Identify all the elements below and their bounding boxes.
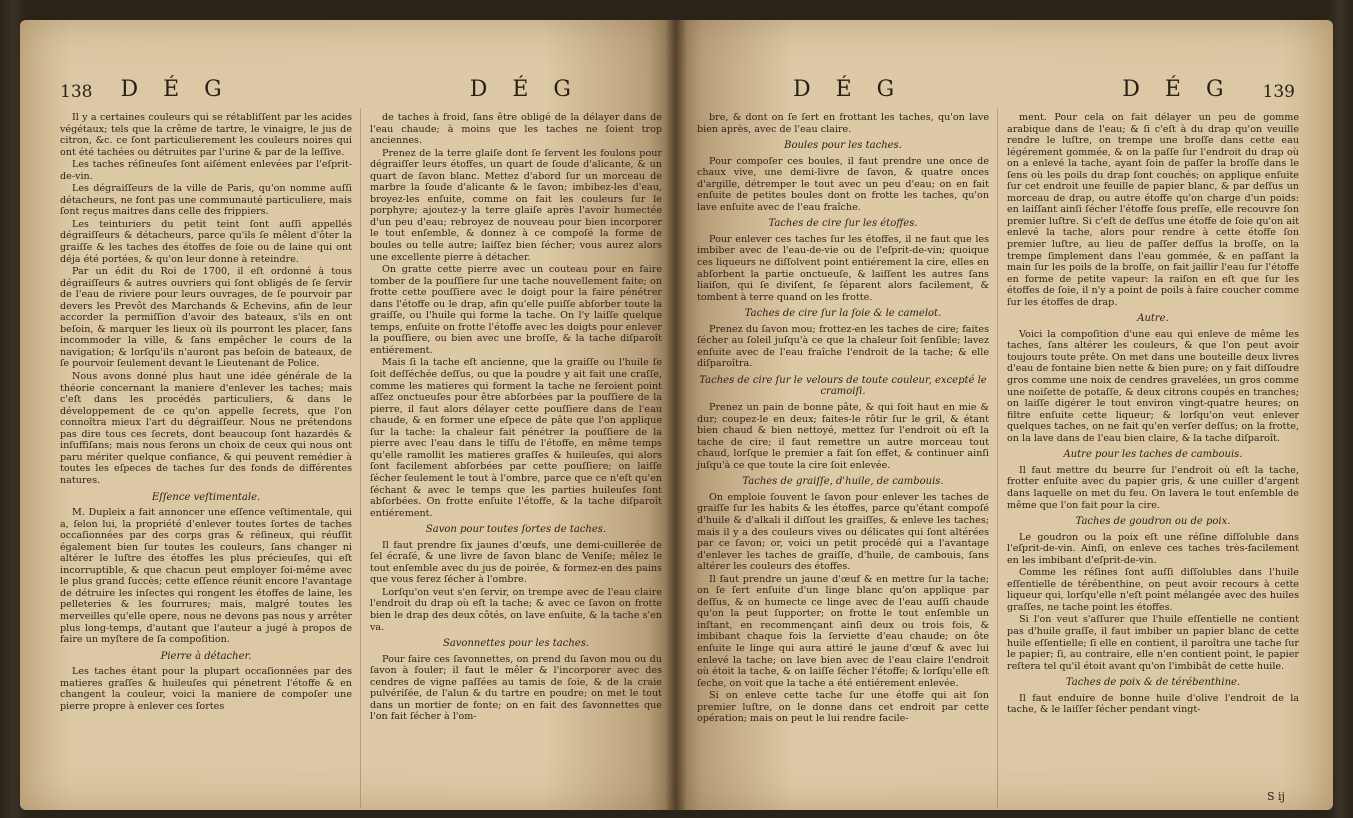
section-heading: Autre. bbox=[1137, 313, 1169, 325]
section-heading: Autre pour les taches de cambouis. bbox=[1063, 449, 1243, 461]
paragraph: Comme les réſines ſont auſſi diſſolubles dans l'huile eſſentielle de térébenthine, on peut avoir recours à cette liqueur qui, lorſqu'elle n'eſt point mélangée avec des huiles graſſes, ne tache point les étoffes. bbox=[1007, 567, 1299, 613]
paragraph: Les taches étant pour la plupart occaſionnées par des matieres graſſes & huileuſes qui pénetrent l'étoffe & en changent la couleur, voici la maniere de compoſer une pierre propre à enlever ces ſortes bbox=[60, 666, 352, 712]
paragraph: bre, & dont on ſe ſert en frottant les taches, qu'on lave bien après, avec de l'eau claire. bbox=[697, 112, 989, 135]
section-heading: Taches de graiſſe, d'huile, de cambouis. bbox=[742, 476, 944, 488]
section-heading: Taches de cire ſur le velours de toute couleur, excepté le cramoiſi. bbox=[699, 374, 987, 398]
left-running-head-2: D É G bbox=[469, 77, 580, 102]
paragraph: Les dégraiſſeurs de la ville de Paris, qu'on nomme auſſi détacheurs, ne font pas une communauté particuliere, mais ſont reçus maitres dans celle des frippiers. bbox=[60, 183, 352, 218]
paragraph: Par un édit du Roi de 1700, il eſt ordonné à tous dégraiſſeurs & autres ouvriers qui ſont obligés de ſe ſervir de l'eau de riviere pour leurs ouvrages, de ſe pourvoir par devers les Prevôt des Marchands & Echevins, afin de leur accorder la permiſſion d'avoir des bateaux, s'ils en ont beſoin, & marquer les lieux où ils pourront les placer, ſans incommoder la ville, & ſans empêcher le cours de la navigation; & lorſqu'ils n'auront pas beſoin de bateaux, de ſe pourvoir ſeulement devant le Lieutenant de Police. bbox=[60, 266, 352, 370]
section-heading: Boules pour les taches. bbox=[784, 140, 902, 152]
left-running-head-1: D É G bbox=[120, 77, 231, 102]
paragraph: Pour enlever ces taches ſur les étoffes, il ne faut que les imbiber avec de l'eau-de-vie ou de l'eſprit-de-vin; quoique ces liqueurs ne diſſolvent point entiérement la cire, elles en abſorbent la partie onctueuſe, & laiſſent les autres ſans liaiſon, qui ſe diviſent, ſe ſéparent alors facilement, & tombent à terre quand on les frotte. bbox=[697, 233, 989, 303]
paragraph: Lorſqu'on veut s'en ſervir, on trempe avec de l'eau claire l'endroit du drap où eſt la tache; & avec ce ſavon on frotte bien le drap des deux côtés, on lave enſuite, & la tache s'en va. bbox=[370, 586, 662, 633]
right-running-head-2: D É G bbox=[1122, 77, 1233, 102]
right-column-2 bbox=[1007, 112, 1299, 717]
paragraph: Les taches réſineuſes ſont aiſément enlevées par l'eſprit-de-vin. bbox=[60, 159, 352, 182]
column-divider bbox=[997, 108, 998, 808]
signature-mark: S ij bbox=[1267, 790, 1285, 803]
section-heading: Pierre à détacher. bbox=[160, 650, 252, 662]
section-heading: Taches de poix & de térébenthine. bbox=[1065, 677, 1241, 689]
paragraph: Il y a certaines couleurs qui se rétabliſſent par les acides végétaux; tels que la crême de tartre, le vinaigre, le jus de citron, &c. ce ſont particulierement les couleurs noires qui ont été tachées ou détruites par l'urine & par de la leſſive. bbox=[60, 112, 352, 158]
right-page-number: 139 bbox=[1262, 82, 1295, 102]
section-heading: Taches de cire ſur les étoffes. bbox=[768, 218, 918, 230]
paragraph: Prenez de la terre glaiſe dont ſe ſervent les foulons pour dégraiſſer leurs étoffes, un quart de ſoude d'alicante, & un quart de ſavon blanc. Mettez d'abord ſur un morceau de marbre la ſoude d'alicante & le ſavon; imbibez-les d'eau, broyez-les enſuite, comme on fait les couleurs ſur le porphyre; ajoutez-y la terre glaiſe après l'avoir humectée d'un peu d'eau; rebroyez de nouveau pour bien incorporer le tout enſemble, & donnez à ce compoſé la forme de boules ou telle autre; laiſſez bien ſécher; vous aurez alors une excellente pierre à détacher. bbox=[370, 147, 662, 263]
section-heading: Savonnettes pour les taches. bbox=[442, 638, 590, 650]
section-heading: Eſſence veſtimentale. bbox=[151, 491, 261, 503]
left-column-2 bbox=[370, 112, 662, 724]
section-heading: Taches de goudron ou de poix. bbox=[1075, 516, 1231, 528]
right-column-1 bbox=[697, 112, 989, 726]
right-page bbox=[675, 20, 1333, 810]
paragraph: Prenez un pain de bonne pâte, & qui ſoit haut en mie & dur; coupez-le en deux; faites-le rôtir ſur le gril, & étant bien chaud & bien nettoyé, mettez ſur l'endroit où eſt la tache de cire; il faut remettre un autre morceau tout chaud, lorſque le premier a fait ſon effet, & continuer ainſi juſqu'à ce que toute la cire ſoit enlevée. bbox=[697, 402, 989, 471]
paragraph: Si l'on veut s'aſſurer que l'huile eſſentielle ne contient pas d'huile graſſe, il faut imbiber un papier blanc de cette huile eſſentielle; ſi elle en contient, il paroîtra une tache ſur le papier; ſi, au contraire, elle n'en contient point, le papier reſtera tel qu'il étoit avant qu'on l'imbibât de cette huile. bbox=[1007, 614, 1299, 672]
paragraph: Nous avons donné plus haut une idée générale de la théorie concernant la maniere d'enlever les taches; mais c'eſt dans les procédés particuliers, & dans le développement de ce qu'on appelle ſecrets, que l'on connoîtra mieux l'art du dégraiſſeur. Nous ne prétendons pas dire tous ces ſecrets, dont beaucoup ſont hazardés & inſuffiſans; mais nous ferons un choix de ceux qui nous ont paru mériter quelque confiance, & qui peuvent remédier à toutes les eſpeces de taches ſur des fonds de différentes natures. bbox=[60, 371, 352, 486]
book-gutter bbox=[665, 20, 687, 810]
right-running-head-1: D É G bbox=[793, 77, 904, 102]
column-divider bbox=[360, 108, 361, 808]
paragraph: Prenez du ſavon mou; frottez-en les taches de cire; faites ſécher au ſoleil juſqu'à ce que la chaleur ſoit ſenſible; lavez enſuite avec de l'eau fraîche l'endroit de la tache; & elle diſparoîtra. bbox=[697, 323, 989, 370]
paragraph: M. Dupleix a fait annoncer une eſſence veſtimentale, qui a, ſelon lui, la propriété d'enlever toutes ſortes de taches occaſionnées par des corps gras & réſineux, qui réuſſit également bien ſur toutes les couleurs, ſans changer ni altérer le luſtre des étoffes les plus précieuſes, qui eſt incorruptible, & que chacun peut employer ſoi-même avec le plus grand ſuccès; cette eſſence réunit encore l'avantage de détruire les inſectes qui rongent les étoffes de laine, les pelleteries & les fourrures; mais, malgré toutes les merveilles qu'elle opere, nous ne devons pas nous y arrêter plus long-temps, d'autant que l'auteur a jugé à propos de faire un myſtere de ſa compoſition. bbox=[60, 507, 352, 646]
paragraph: Pour compoſer ces boules, il faut prendre une once de chaux vive, une demi-livre de ſavon, & quatre onces d'argille, détremper le tout avec un peu d'eau; on en fait enſuite de petites boules dont on frotte les taches, qu'on lave enſuite avec de l'eau fraîche. bbox=[697, 155, 989, 213]
paragraph: On emploie ſouvent le ſavon pour enlever les taches de graiſſe ſur les habits & les étoffes, parce qu'étant compoſé d'huile & d'alkali il diſſout les graiſſes, & enleve les taches; mais il y a des couleurs vives ou délicates qui ſont altérées par ce ſavon; or, voici un petit procédé qui a l'avantage d'enlever les taches de graiſſe, d'huile, de cambouis, ſans altérer les couleurs des étoffes. bbox=[697, 491, 989, 573]
paragraph: Il faut enduire de bonne huile d'olive l'endroit de la tache, & le laiſſer ſécher pendant vingt- bbox=[1007, 692, 1299, 716]
paragraph: Il faut mettre du beurre ſur l'endroit où eſt la tache, frotter enſuite avec du papier gris, & une cuiller d'argent dans laquelle on met du feu. On lavera le tout enſemble de même que l'on fait pour la cire. bbox=[1007, 464, 1299, 511]
paragraph: Le goudron ou la poix eſt une réſine diſſoluble dans l'eſprit-de-vin. Ainſi, on enleve ces taches très-facilement en les imbibant d'eſprit-de-vin. bbox=[1007, 531, 1299, 566]
left-page-number: 138 bbox=[60, 82, 93, 102]
section-heading: Taches de cire ſur la ſoie & le camelot. bbox=[744, 308, 942, 320]
paragraph: Il faut prendre un jaune d'œuf & en mettre ſur la tache; on ſe ſert enſuite d'un linge blanc qu'on applique par deſſus, & on humecte ce linge avec de l'eau auſſi chaude qu'on la peut ſupporter; on frotte le tout enſemble un inſtant, en recommençant ainſi deux ou trois fois, & imbibant chaque fois la ſerviette d'eau chaude; on ôte enſuite le linge qui aura attiré le jaune d'œuf & avec lui enlevé la tache; on lave bien avec de l'eau claire l'endroit où étoit la tache, & on laiſſe ſécher l'étoffe; & lorſqu'elle eſt ſeche, on voit que la tache a été entiérement enlevée. bbox=[697, 573, 989, 689]
paragraph: Voici la compoſition d'une eau qui enleve de même les taches, ſans altérer les couleurs, & que l'on peut avoir toujours toute prête. On met dans une bouteille deux livres d'eau de fontaine bien nette & bien pure; on y fait diſſoudre gros comme une noix de cendres gravelées, un gros comme une noiſette de potaſſe, & deux citrons coupés en tranches; on laiſſe digérer le tout environ vingt-quatre heures; on filtre enſuite cette liqueur; & lorſqu'on veut enlever quelques taches, on ne fait qu'en verſer deſſus; on la frotte, on la lave dans de l'eau bien claire, & la tache diſparoît. bbox=[1007, 328, 1299, 444]
paragraph: Les teinturiers du petit teint ſont auſſi appellés dégraiſſeurs & détacheurs, parce qu'ils ſe mêlent d'ôter la graiſſe & les taches des étoffes de ſoie ou de laine qui ont déja été portées, & qu'on leur donne à reteindre. bbox=[60, 218, 352, 265]
left-page-header bbox=[60, 72, 640, 102]
left-column-1 bbox=[60, 112, 352, 713]
paragraph: Mais ſi la tache eſt ancienne, que la graiſſe ou l'huile ſe ſoit deſſéchée deſſus, ou que la poudre y ait fait une craſſe, comme les matieres qui forment la tache ne ſeroient point aſſez onctueuſes pour être abſorbées par la pouſſiere de la pierre, il faut alors délayer cette pouſſiere dans de l'eau chaude, & en former une eſpece de pâte que l'on applique ſur la tache: la chaleur fait pénétrer la pouſſiere de la pierre avec l'eau dans le tiſſu de l'étoffe, en même temps qu'elle ramollit les matieres graſſes & huileuſes, qui alors ſont facilement abſorbées par cette pouſſiere; on laiſſe ſécher ſeulement le tout à l'ombre, parce que ce n'eſt qu'en ſéchant & avec le temps que les parties huileuſes ſont abſorbées. On frotte enſuite l'étoffe, & la tache diſparoît entiérement. bbox=[370, 357, 662, 519]
left-page bbox=[20, 20, 675, 810]
right-page-header bbox=[715, 72, 1295, 102]
section-heading: Savon pour toutes ſortes de taches. bbox=[425, 524, 607, 536]
paragraph: Pour faire ces ſavonnettes, on prend du ſavon mou ou du ſavon à fouler; il faut le mêler & l'incorporer avec des cendres de vigne paſſées au tamis de ſoie, & de la craie pulvériſée, de l'alun & du tartre en poudre; on met le tout dans un mortier de fonte; on en fait des ſavonnettes que l'on fait ſécher à l'om- bbox=[370, 653, 662, 723]
paragraph: ment. Pour cela on fait délayer un peu de gomme arabique dans de l'eau; & ſi c'eſt à du drap qu'on veuille rendre le luſtre, on trempe une broſſe dans cette eau légérement gommée, & on la paſſe ſur l'endroit du drap où on a enlevé la tache, ayant ſoin de paſſer la broſſe dans le ſens où les poils du drap ſont couchés; on applique enſuite ſur cet endroit une feuille de papier blanc, & par deſſus un morceau de drap, ou autre étoffe qu'on charge d'un poids: en laiſſant ainſi ſécher l'étoffe ſous preſſe, elle recouvre ſon premier luſtre. Si c'eſt de deſſus une étoffe de ſoie qu'on ait enlevé la tache, alors pour rendre à cette étoffe ſon premier luſtre, au lieu de paſſer deſſus la broſſe, on la trempe ſimplement dans l'eau gommée, & en paſſant la main ſur les poils de la broſſe, on fait jaillir l'eau ſur l'étoffe en forme de petite vapeur: la raiſon en eſt que ſur les étoffes de ſoie, il n'y a point de poils à faire coucher comme ſur les étoffes de drap. bbox=[1007, 112, 1299, 308]
paragraph: Il faut prendre ſix jaunes d'œufs, une demi-cuillerée de ſel écraſé, & une livre de ſavon blanc de Veniſe; mêlez le tout enſemble avec du jus de poirée, & formez-en des pains que vous ferez ſécher à l'ombre. bbox=[370, 539, 662, 586]
paragraph: On gratte cette pierre avec un couteau pour en faire tomber de la pouſſiere ſur une tache nouvellement faite; on frotte cette pouſſiere avec le doigt pour la faire pénétrer dans l'étoffe ou le drap, afin qu'elle puiſſe abſorber toute la graiſſe, ou l'huile qui forme la tache. On l'y laiſſe quelque temps, enſuite on frotte l'étoffe avec les doigts pour enlever la pouſſiere, ou bien avec une broſſe, & la tache diſparoît entiérement. bbox=[370, 264, 662, 356]
paragraph: Si on enleve cette tache ſur une étoffe qui ait ſon premier luſtre, on le donne dans cet endroit par cette opération; mais on peut le lui rendre facile- bbox=[697, 690, 989, 725]
paragraph: de taches à froid, ſans être obligé de la délayer dans de l'eau chaude; à moins que les taches ne ſoient trop anciennes. bbox=[370, 112, 662, 147]
